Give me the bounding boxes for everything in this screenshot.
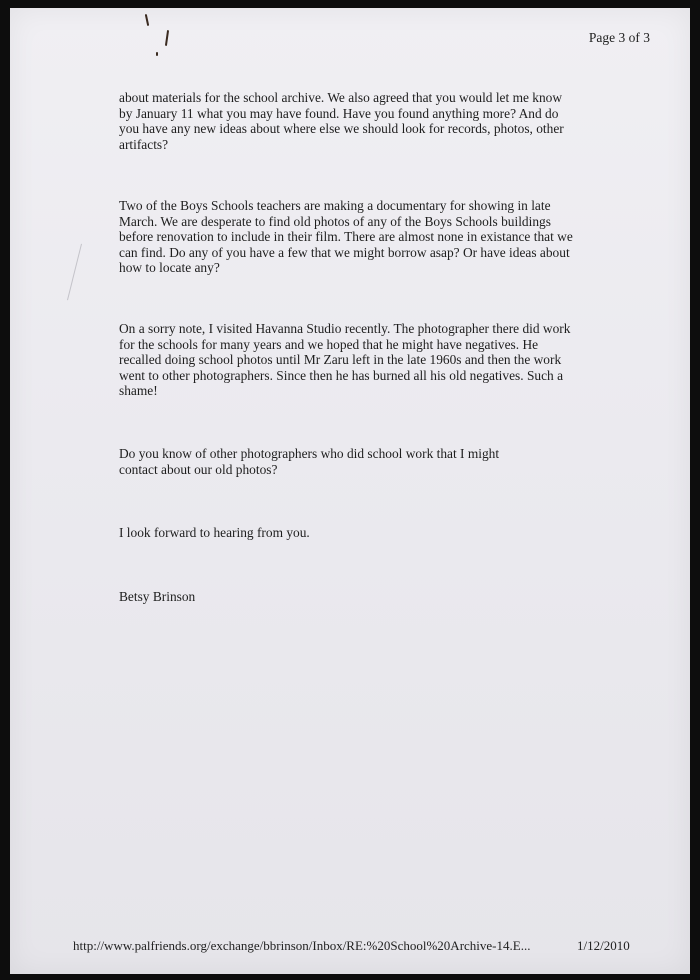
margin-pencil-mark [67, 244, 82, 301]
document-page [10, 8, 690, 974]
ink-mark [165, 30, 169, 46]
ink-mark [145, 14, 149, 26]
letter-paragraph: about materials for the school archive. We also agreed that you would let me know by January 11 what you may have found. Have you found anything more? And do you have any new ideas about where else we should look for records, photos, other artifacts? [119, 90, 564, 152]
page-number: Page 3 of 3 [588, 30, 650, 45]
signature-name: Betsy Brinson [119, 589, 196, 604]
footer-date: 1/12/2010 [577, 938, 630, 953]
letter-paragraph: Do you know of other photographers who did school work that I might contact about our old photos? [119, 446, 500, 477]
footer-url: http://www.palfriends.org/exchange/bbrinson/Inbox/RE:%20School%20Archive-14.E... [73, 938, 531, 953]
letter-paragraph: Two of the Boys Schools teachers are making a documentary for showing in late March. We are desperate to find old photos of any of the Boys Schools buildings before renovation to include in their film. There are almost none in existance that we can find. Do any of you have a few that we might borrow asap? Or have ideas about how to locate any? [119, 198, 573, 276]
letter-paragraph: On a sorry note, I visited Havanna Studio recently. The photographer there did work for the schools for many years and we hoped that he might have negatives. He recalled doing school photos until Mr Zaru left in the late 1960s and then the work went to other photographers. Since then he has burned all his old negatives. Such a shame! [119, 321, 571, 399]
closing-line: I look forward to hearing from you. [119, 525, 310, 540]
ink-mark [156, 52, 158, 56]
